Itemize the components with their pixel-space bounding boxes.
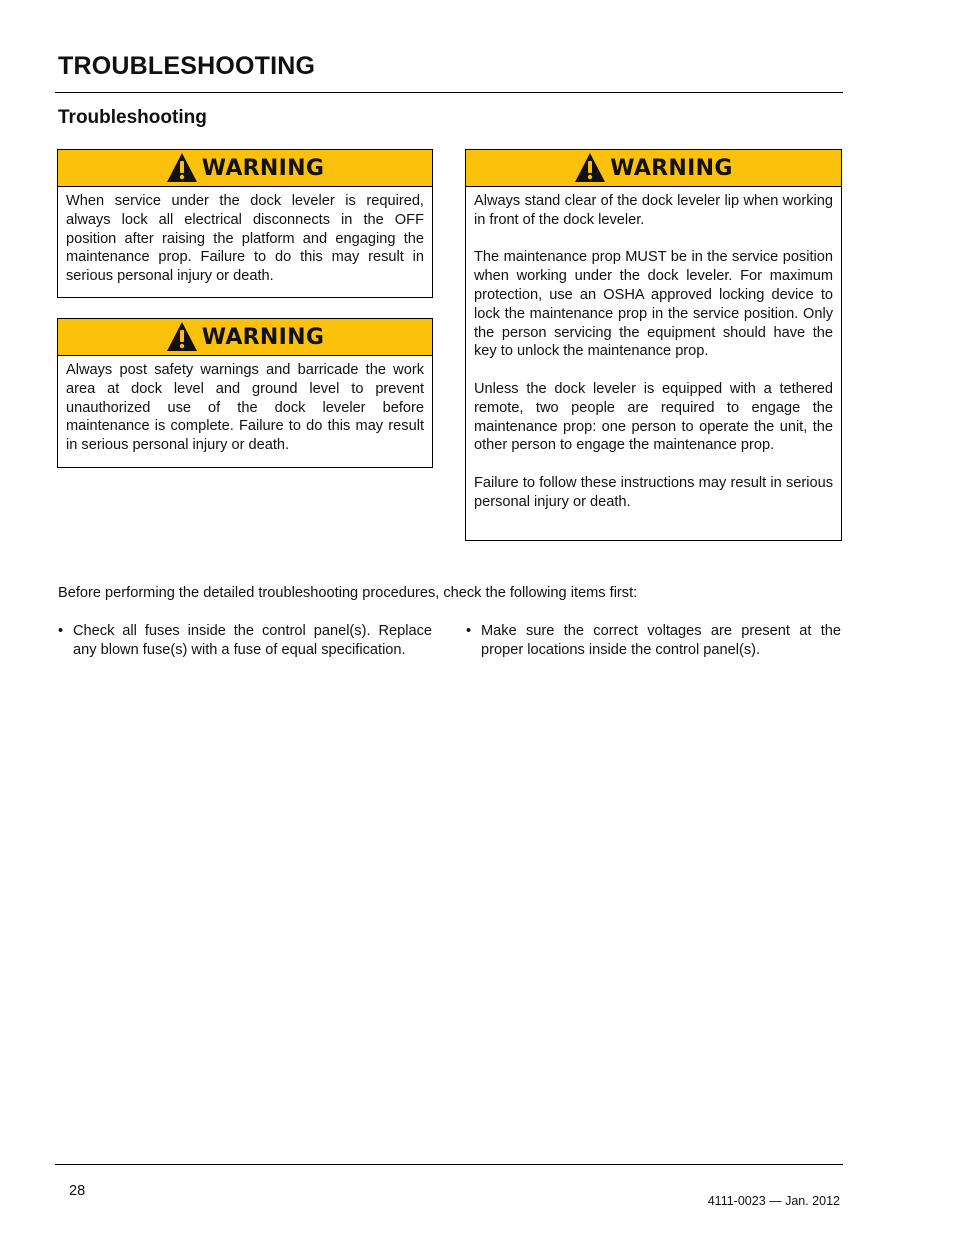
warning-label: WARNING <box>610 155 733 181</box>
warning-paragraph: Unless the dock leveler is equipped with a tethered remote, two people are required to engage the maintenance prop: one person to operate the unit, the other person to engage the maintenance prop. <box>474 380 833 454</box>
bullet-text: Check all fuses inside the control panel(s). Replace any blown fuse(s) with a fuse of equal specification. <box>73 623 432 658</box>
warning-box-barricade <box>57 318 433 468</box>
warning-header <box>58 150 432 187</box>
footer-divider <box>55 1164 843 1165</box>
warning-text <box>58 356 432 455</box>
warning-text <box>58 187 432 286</box>
warning-paragraph: Failure to follow these instructions may result in serious personal injury or death. <box>474 474 833 510</box>
document-id: 4111-0023 — Jan. 2012 <box>707 1194 840 1208</box>
warning-paragraph: Always post safety warnings and barricade the work area at dock level and ground level to prevent unauthorized use of the dock leveler before maintenance is complete. Failure to do this may result in serious personal injury or death. <box>66 362 424 454</box>
list-item <box>58 622 432 660</box>
bullet-dot: • <box>58 623 64 639</box>
page-number: 28 <box>69 1183 86 1199</box>
list-item <box>466 622 841 660</box>
warning-paragraph: Always stand clear of the dock leveler lip when working in front of the dock leveler. <box>474 193 833 228</box>
page-title: TROUBLESHOOTING <box>58 52 316 80</box>
section-title: Troubleshooting <box>58 107 207 128</box>
warning-box-electrical <box>57 149 433 298</box>
bullet-text: Make sure the correct voltages are present at the proper locations inside the control panel(s). <box>481 623 841 658</box>
warning-text <box>466 187 841 512</box>
intro-text: Before performing the detailed troubleshooting procedures, check the following items first: <box>58 585 638 601</box>
warning-paragraph: When service under the dock leveler is required, always lock all electrical disconnects in the OFF position after raising the platform and engaging the maintenance prop. Failure to do this may result in serious personal injury or death. <box>66 193 424 285</box>
warning-label: WARNING <box>201 324 325 350</box>
warning-header <box>466 150 841 187</box>
warning-header <box>58 319 432 356</box>
warning-triangle-icon <box>574 152 606 184</box>
header-divider <box>55 92 843 93</box>
warning-box-maintenance-prop <box>465 149 842 541</box>
warning-triangle-icon <box>166 321 198 353</box>
warning-triangle-icon <box>166 152 198 184</box>
warning-paragraph: The maintenance prop MUST be in the service position when working under the dock leveler. For maximum protection, use an OSHA approved locking device to lock the maintenance prop in the service position. Only the person servicing the equipment should have the key to unlock the maintenance prop. <box>474 249 833 360</box>
warning-label: WARNING <box>201 155 325 181</box>
bullet-dot: • <box>466 623 472 639</box>
